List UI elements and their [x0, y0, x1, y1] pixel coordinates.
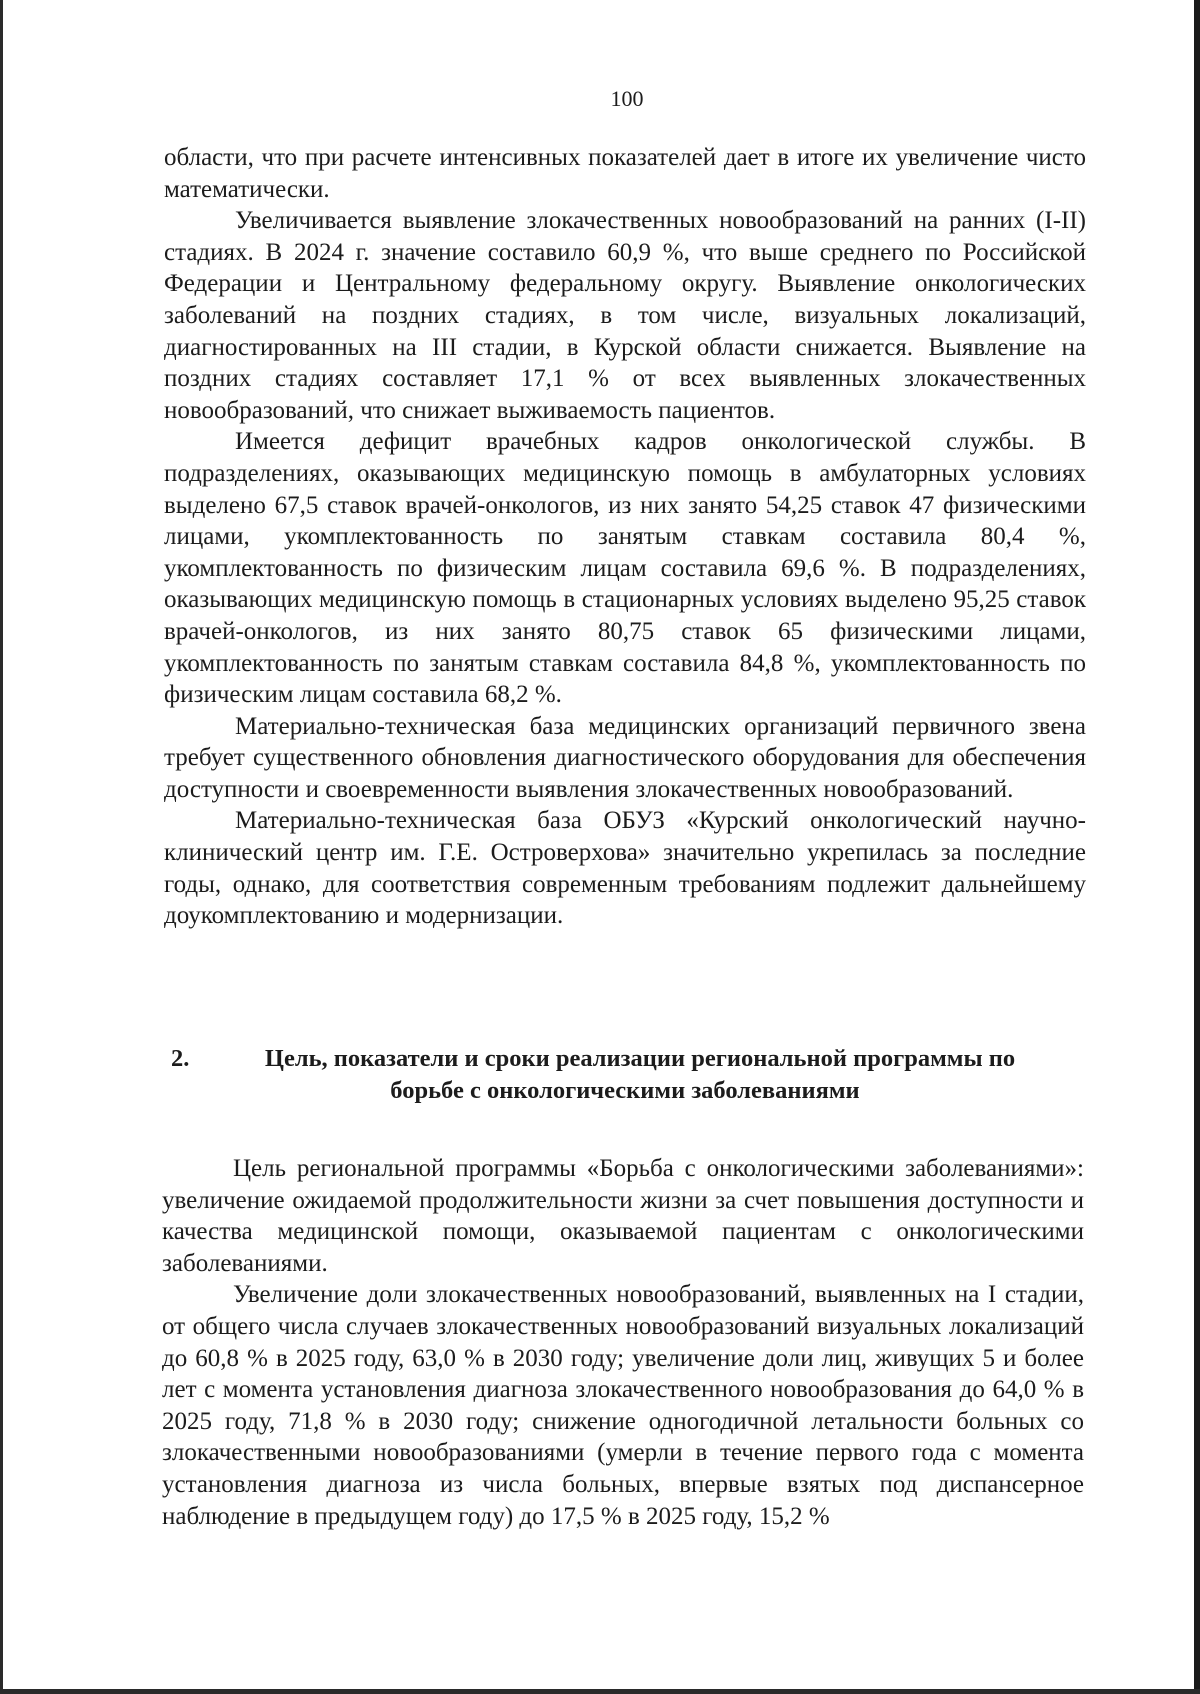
paragraph-primary-equipment: Материально-техническая база медицинских организаций первичного звена требует существенного обновления диагностического оборудования для обеспечения доступности и своевременности выявления злокачественных новообразований. — [164, 712, 1086, 803]
section-1-body — [164, 142, 1086, 932]
section-2-heading — [164, 1043, 1086, 1107]
paragraph-early-detection: Увеличивается выявление злокачественных новообразований на ранних (I-II) стадиях. В 2024 г. значение составило 60,9 %, что выше среднего по Российской Федерации и Центральному федеральному округу. Выявление онкологических заболеваний на поздних стадиях, в том числе, визуальных локализаций, диагностированных на III стадии, в Курской области снижается. Выявление на поздних стадиях составляет 17,1 % от всех выявленных злокачественных новообразований, что снижает выживаемость пациентов. — [164, 207, 1086, 424]
scan-edge-right — [1194, 0, 1200, 1694]
paragraph-staff-deficit: Имеется дефицит врачебных кадров онкологической службы. В подразделениях, оказывающих медицинскую помощь в амбулаторных условиях выделено 67,5 ставок врачей-онкологов, из них занято 54,25 ставок 47 физическими лицами, укомплектованность по занятым ставкам составила 80,4 %, укомплектованность по физическим лицам составила 69,6 %. В подразделениях, оказывающих медицинскую помощь в стационарных условиях выделено 95,25 ставок врачей-онкологов, из них занято 80,75 ставок 65 физическими лицами, укомплектованность по занятым ставкам составила 84,8 %, укомплектованность по физическим лицам составила 68,2 %. — [164, 428, 1086, 709]
scan-edge-left — [0, 0, 3, 1694]
paragraph-target-indicators: Увеличение доли злокачественных новообразований, выявленных на I стадии, от общего числа случаев злокачественных новообразований визуальных локализаций до 60,8 % в 2025 году, 63,0 % в 2030 году; увеличение доли лиц, живущих 5 и более лет с момента установления диагноза злокачественного новообразования до 64,0 % в 2025 году, 71,8 % в 2030 году; снижение одногодичной летальности больных со злокачественными новообразованиями (умерли в течение первого года с момента установления диагноза из числа больных, впервые взятых под диспансерное наблюдение в предыдущем году) до 17,5 % в 2025 году, 15,2 % — [162, 1281, 1084, 1530]
section-number: 2. — [171, 1045, 190, 1072]
heading-line-2: борьбе с онкологическими заболеваниями — [390, 1077, 860, 1104]
page-number: 100 — [610, 86, 644, 111]
section-2-body — [162, 1153, 1084, 1532]
paragraph-continuation: области, что при расчете интенсивных показателей дает в итоге их увеличение чисто математически. — [164, 144, 1086, 203]
paragraph-program-goal: Цель региональной программы «Борьба с онкологическими заболеваниями»: увеличение ожидаемой продолжительности жизни за счет повышения доступности и качества медицинской помощи, оказываемой пациентам с онкологическими заболеваниями. — [162, 1155, 1084, 1277]
scan-edge-bottom — [0, 1689, 1200, 1694]
heading-line-1: Цель, показатели и сроки реализации региональной программы по — [264, 1045, 1016, 1072]
paragraph-oncology-center: Материально-техническая база ОБУЗ «Курский онкологический научно-клинический центр им. Г.Е. Островерхова» значительно укрепилась за последние годы, однако, для соответствия современным требованиям подлежит дальнейшему доукомплектованию и модернизации. — [164, 807, 1086, 930]
